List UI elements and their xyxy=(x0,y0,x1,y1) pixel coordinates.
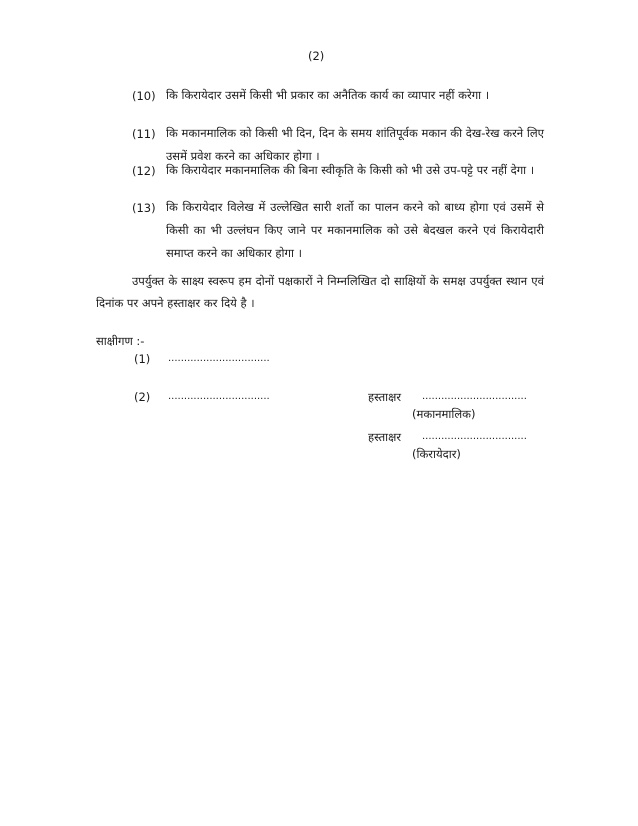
clause-number: (12) xyxy=(132,164,156,178)
signature-line: ................................. xyxy=(422,431,527,442)
clause-number: (11) xyxy=(132,127,156,141)
signature-line: ................................. xyxy=(422,391,527,402)
clause-text: कि मकानमालिक को किसी भी दिन, दिन के समय शांतिपूर्वक मकान की देख-रेख करने लिए उसमें प्रवेश करने का अधिकार होगा । xyxy=(166,126,544,163)
witness-statement: उपर्युक्त के साक्ष्य स्वरूप हम दोनों पक्षकारों ने निम्नलिखित दो साक्षियों के समक्ष उपर्युक्त स्थान एवं दिनांक पर अपने हस्ताक्षर कर दिये है । xyxy=(96,274,544,310)
signature-label: हस्ताक्षर xyxy=(368,430,402,444)
clause-number: (13) xyxy=(132,201,156,215)
signature-label: हस्ताक्षर xyxy=(368,390,402,404)
witness-signature-line: ................................ xyxy=(168,391,270,402)
signature-role: (किरायेदार) xyxy=(412,447,461,461)
witness-number: (1) xyxy=(134,352,151,366)
witness-signature-line: ................................ xyxy=(168,353,270,364)
signature-role: (मकानमालिक) xyxy=(412,407,476,421)
clause-number: (10) xyxy=(132,89,156,103)
page-number: (2) xyxy=(308,49,325,63)
clause-text: कि किरायेदार मकानमालिक की बिना स्वीकृति के किसी को भी उसे उप-पट्टे पर नहीं देगा । xyxy=(166,163,535,177)
clause-text: कि किरायेदार उसमें किसी भी प्रकार का अनैतिक कार्य का व्यापार नहीं करेगा । xyxy=(166,88,490,102)
witness-number: (2) xyxy=(134,390,151,404)
witnesses-heading: साक्षीगण :- xyxy=(96,334,145,348)
clause-text: कि किरायेदार विलेख में उल्लेखित सारी शर्तो का पालन करने को बाध्य होगा एवं उसमें से किसी का भी उल्लंघन किए जाने पर मकानमालिक को उसे बेदखल करने एवं किरायेदारी समाप्त करने का अधिकार होगा । xyxy=(166,200,544,260)
